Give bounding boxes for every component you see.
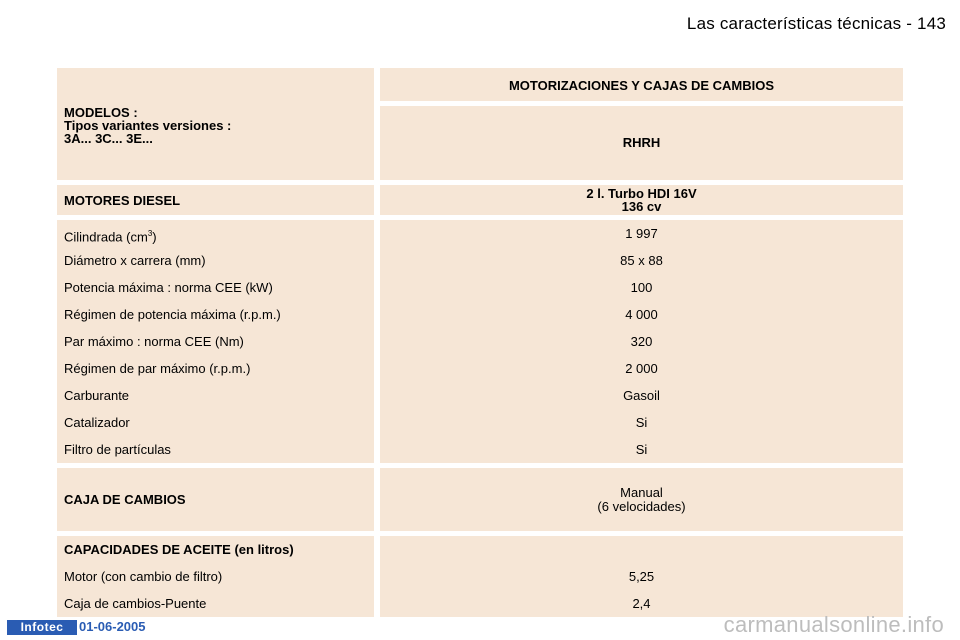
engines-header-cell: [380, 68, 903, 101]
specs-labels-cell: [57, 220, 374, 463]
spec-value: 85 x 88: [620, 253, 663, 268]
spec-label-displacement: Cilindrada $(cm^3)$: [64, 229, 157, 245]
oil-value: 5,25: [628, 569, 655, 584]
specs-values-cell: [380, 220, 903, 463]
page-header: Las características técnicas - 143: [686, 14, 946, 33]
spec-label: Régimen de par máximo (r.p.m.): [64, 361, 251, 376]
engines-header: MOTORIZACIONES Y CAJAS DE CAMBIOS: [508, 78, 775, 93]
spec-value: 4 000: [625, 307, 658, 322]
diesel-label: MOTORES DIESEL: [64, 193, 181, 208]
models-line-3: 3A... 3C... 3E...: [64, 131, 153, 146]
spec-value: 100: [630, 280, 653, 295]
spec-label: Filtro de partículas: [64, 442, 171, 457]
spec-label: Diámetro x carrera (mm): [64, 253, 206, 268]
oil-value: 2,4: [632, 596, 651, 611]
models-line-1: MODELOS :: [64, 105, 138, 120]
diesel-value-2: 136 cv: [621, 199, 662, 214]
spec-label: Par máximo : norma CEE (Nm): [64, 334, 244, 349]
watermark[interactable]: carmanualsonline.info: [723, 612, 944, 637]
diesel-value-cell: [380, 185, 903, 215]
spec-value: Gasoil: [623, 388, 660, 403]
models-line-2: Tipos variantes versiones :: [64, 118, 232, 133]
oil-values-cell: [380, 536, 903, 617]
gearbox-value-2: (6 velocidades): [597, 499, 686, 514]
diesel-label-cell: [57, 185, 374, 215]
spec-value: 1 997: [625, 226, 658, 241]
oil-section-title: CAPACIDADES DE ACEITE (en litros): [64, 542, 294, 557]
oil-label: Motor (con cambio de filtro): [64, 569, 223, 584]
spec-label: Catalizador: [64, 415, 130, 430]
models-label: [64, 106, 231, 145]
oil-label: Caja de cambios-Puente: [64, 596, 207, 611]
infotec-logo: Infotec: [7, 620, 77, 635]
gearbox-label: CAJA DE CAMBIOS: [64, 492, 186, 507]
diesel-value-1: 2 l. Turbo HDI 16V: [586, 186, 697, 201]
engine-code: RHRH: [622, 135, 661, 150]
code-cell: [380, 106, 903, 180]
spec-label: Potencia máxima : norma CEE (kW): [64, 280, 273, 295]
spec-value: 320: [630, 334, 653, 349]
spec-label: Carburante: [64, 388, 130, 403]
spec-value: Si: [635, 415, 648, 430]
spec-value: 2 000: [625, 361, 658, 376]
gearbox-value-1: Manual: [620, 485, 663, 500]
gearbox-value-cell: [380, 468, 903, 531]
footer-date: 01-06-2005: [79, 619, 146, 634]
gearbox-label-cell: [57, 468, 374, 531]
spec-value: Si: [635, 442, 648, 457]
spec-label: Régimen de potencia máxima (r.p.m.): [64, 307, 281, 322]
oil-labels-cell: [57, 536, 374, 617]
models-cell: [57, 68, 374, 180]
